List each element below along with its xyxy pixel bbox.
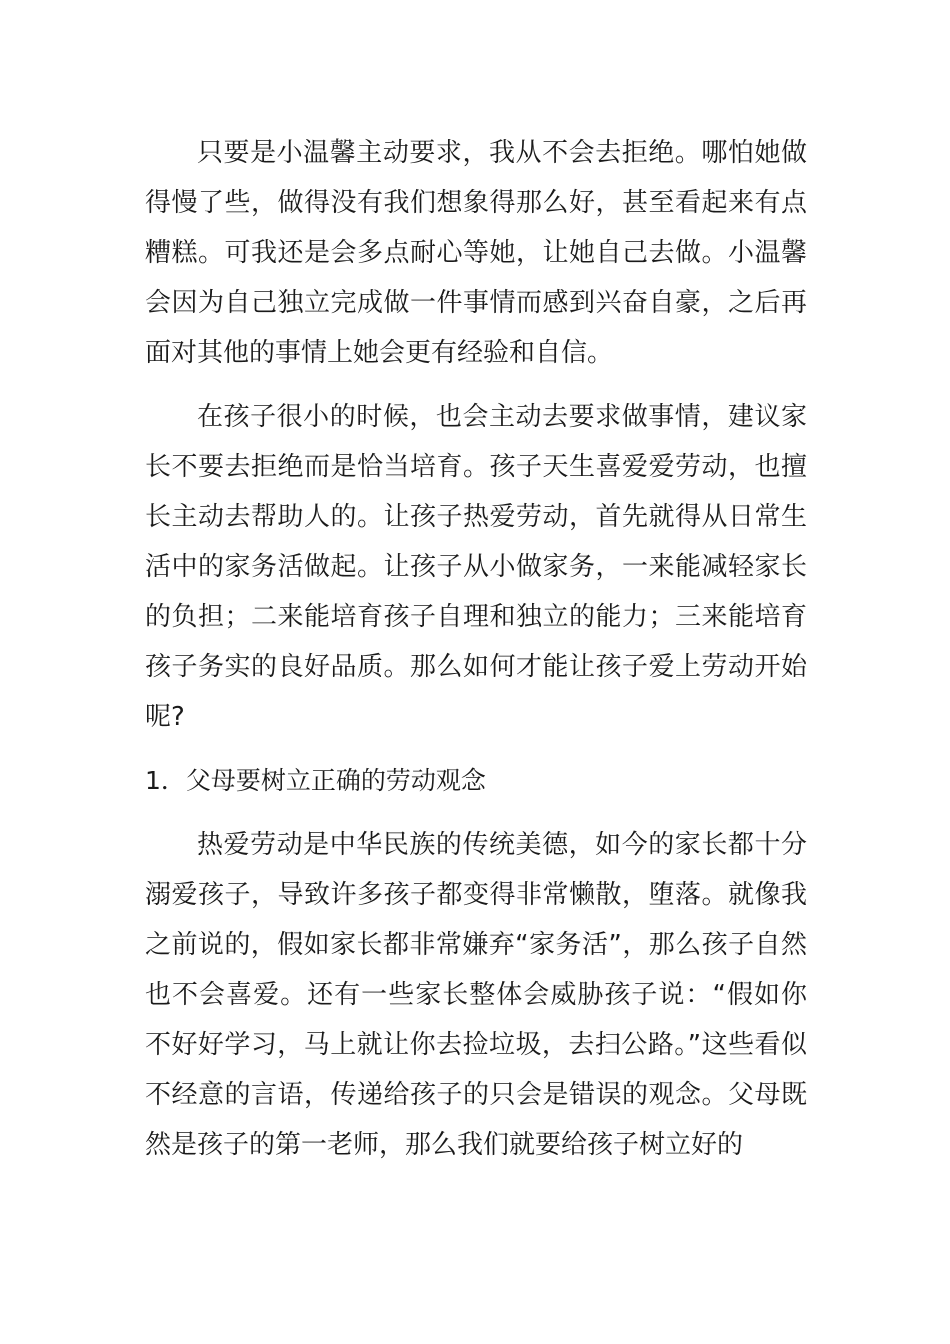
paragraph-1: 只要是小温馨主动要求，我从不会去拒绝。哪怕她做得慢了些，做得没有我们想象得那么好，甚至看起来有点糟糕。可我还是会多点耐心等她，让她自己去做。小温馨会因为自己独立完成做一件事情而感到兴奋自豪，之后再面对其他的事情上她会更有经验和自信。 <box>145 138 807 368</box>
paragraph-3: 热爱劳动是中华民族的传统美德，如今的家长都十分溺爱孩子，导致许多孩子都变得非常懒散，堕落。就像我之前说的，假如家长都非常嫌弃“家务活”，那么孩子自然也不会喜爱。还有一些家长整体会威胁孩子说：“假如你不好好学习，马上就让你去捡垃圾，去扫公路。”这些看似不经意的言语，传递给孩子的只会是错误的观念。父母既然是孩子的第一老师，那么我们就要给孩子树立好的 <box>145 830 807 1160</box>
section-heading: 1．父母要树立正确的劳动观念 <box>145 766 486 795</box>
paragraph-2: 在孩子很小的时候，也会主动去要求做事情，建议家长不要去拒绝而是恰当培育。孩子天生喜爱爱劳动，也擅长主动去帮助人的。让孩子热爱劳动，首先就得从日常生活中的家务活做起。让孩子从小做家务，一来能减轻家长的负担；二来能培育孩子自理和独立的能力；三来能培育孩子务实的良好品质。那么如何才能让孩子爱上劳动开始呢? <box>145 402 807 732</box>
document-body <box>145 128 807 1184</box>
